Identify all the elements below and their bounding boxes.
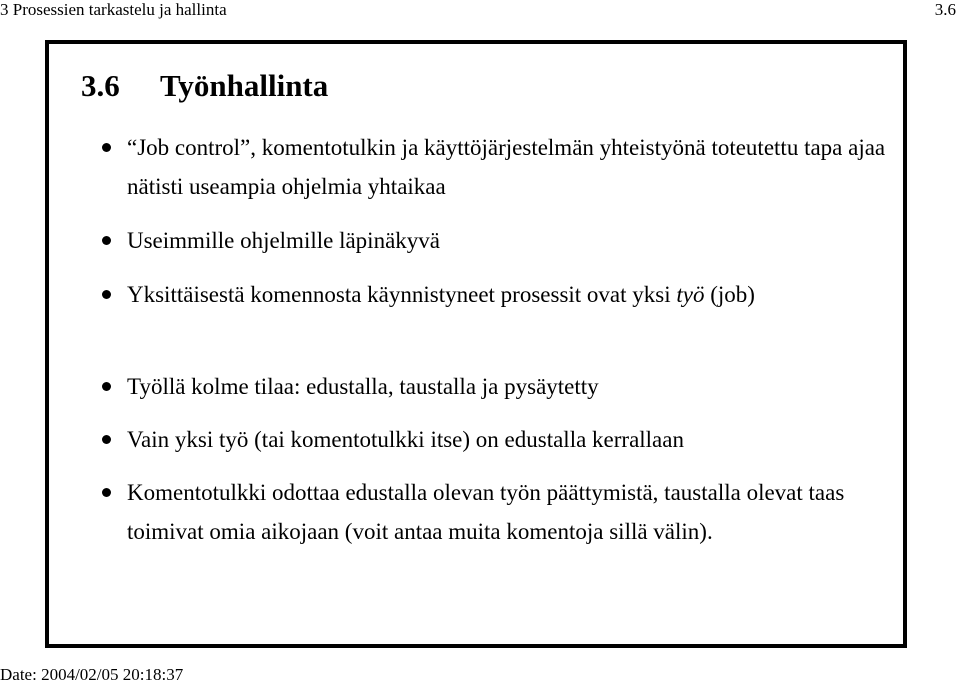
bullet-dot-icon	[102, 382, 111, 391]
bullet-text: Vain yksi työ (tai komentotulkki itse) on edustalla kerrallaan	[127, 427, 684, 452]
slide-frame	[45, 40, 907, 648]
bullet-item-shell-waits	[127, 473, 887, 551]
page-header	[0, 0, 960, 24]
bullet-emphasis: työ	[676, 282, 705, 307]
bullet-item-transparent	[127, 221, 887, 260]
bullet-dot-icon	[102, 290, 111, 299]
bullet-text: Komentotulkki odottaa edustalla olevan työn päättymistä, taustalla olevat taas toimivat omia aikojaan (voit antaa muita komentoja sillä välin).	[127, 480, 845, 544]
section-header-text: 3 Prosessien tarkastelu ja hallinta	[0, 0, 227, 19]
slide-title-text: Työnhallinta	[160, 68, 329, 103]
bullet-text: Työllä kolme tilaa: edustalla, taustalla ja pysäytetty	[127, 374, 599, 399]
bullet-text: “Job control”, komentotulkin ja käyttöjärjestelmän yhteistyönä toteutettu tapa ajaa nätisti useampia ohjelmia yhtaikaa	[127, 135, 886, 199]
bullet-dot-icon	[102, 488, 111, 497]
bullet-dot-icon	[102, 236, 111, 245]
page-footer-date: Date: 2004/02/05 20:18:37	[0, 665, 184, 684]
bullet-item-foreground-one	[127, 420, 887, 459]
bullet-text-after: (job)	[704, 282, 755, 307]
bullet-text: Useimmille ohjelmille läpinäkyvä	[127, 228, 440, 253]
page-number: 3.6	[934, 0, 956, 19]
bullet-item-job-control	[127, 128, 887, 206]
bullet-dot-icon	[102, 143, 111, 152]
slide-title-number: 3.6	[81, 68, 120, 103]
bullet-item-job-states	[127, 367, 887, 406]
bullet-item-job-definition	[127, 275, 887, 314]
bullet-dot-icon	[102, 435, 111, 444]
bullet-text-before: Yksittäisestä komennosta käynnistyneet prosessit ovat yksi	[127, 282, 677, 307]
slide-title	[81, 66, 328, 106]
